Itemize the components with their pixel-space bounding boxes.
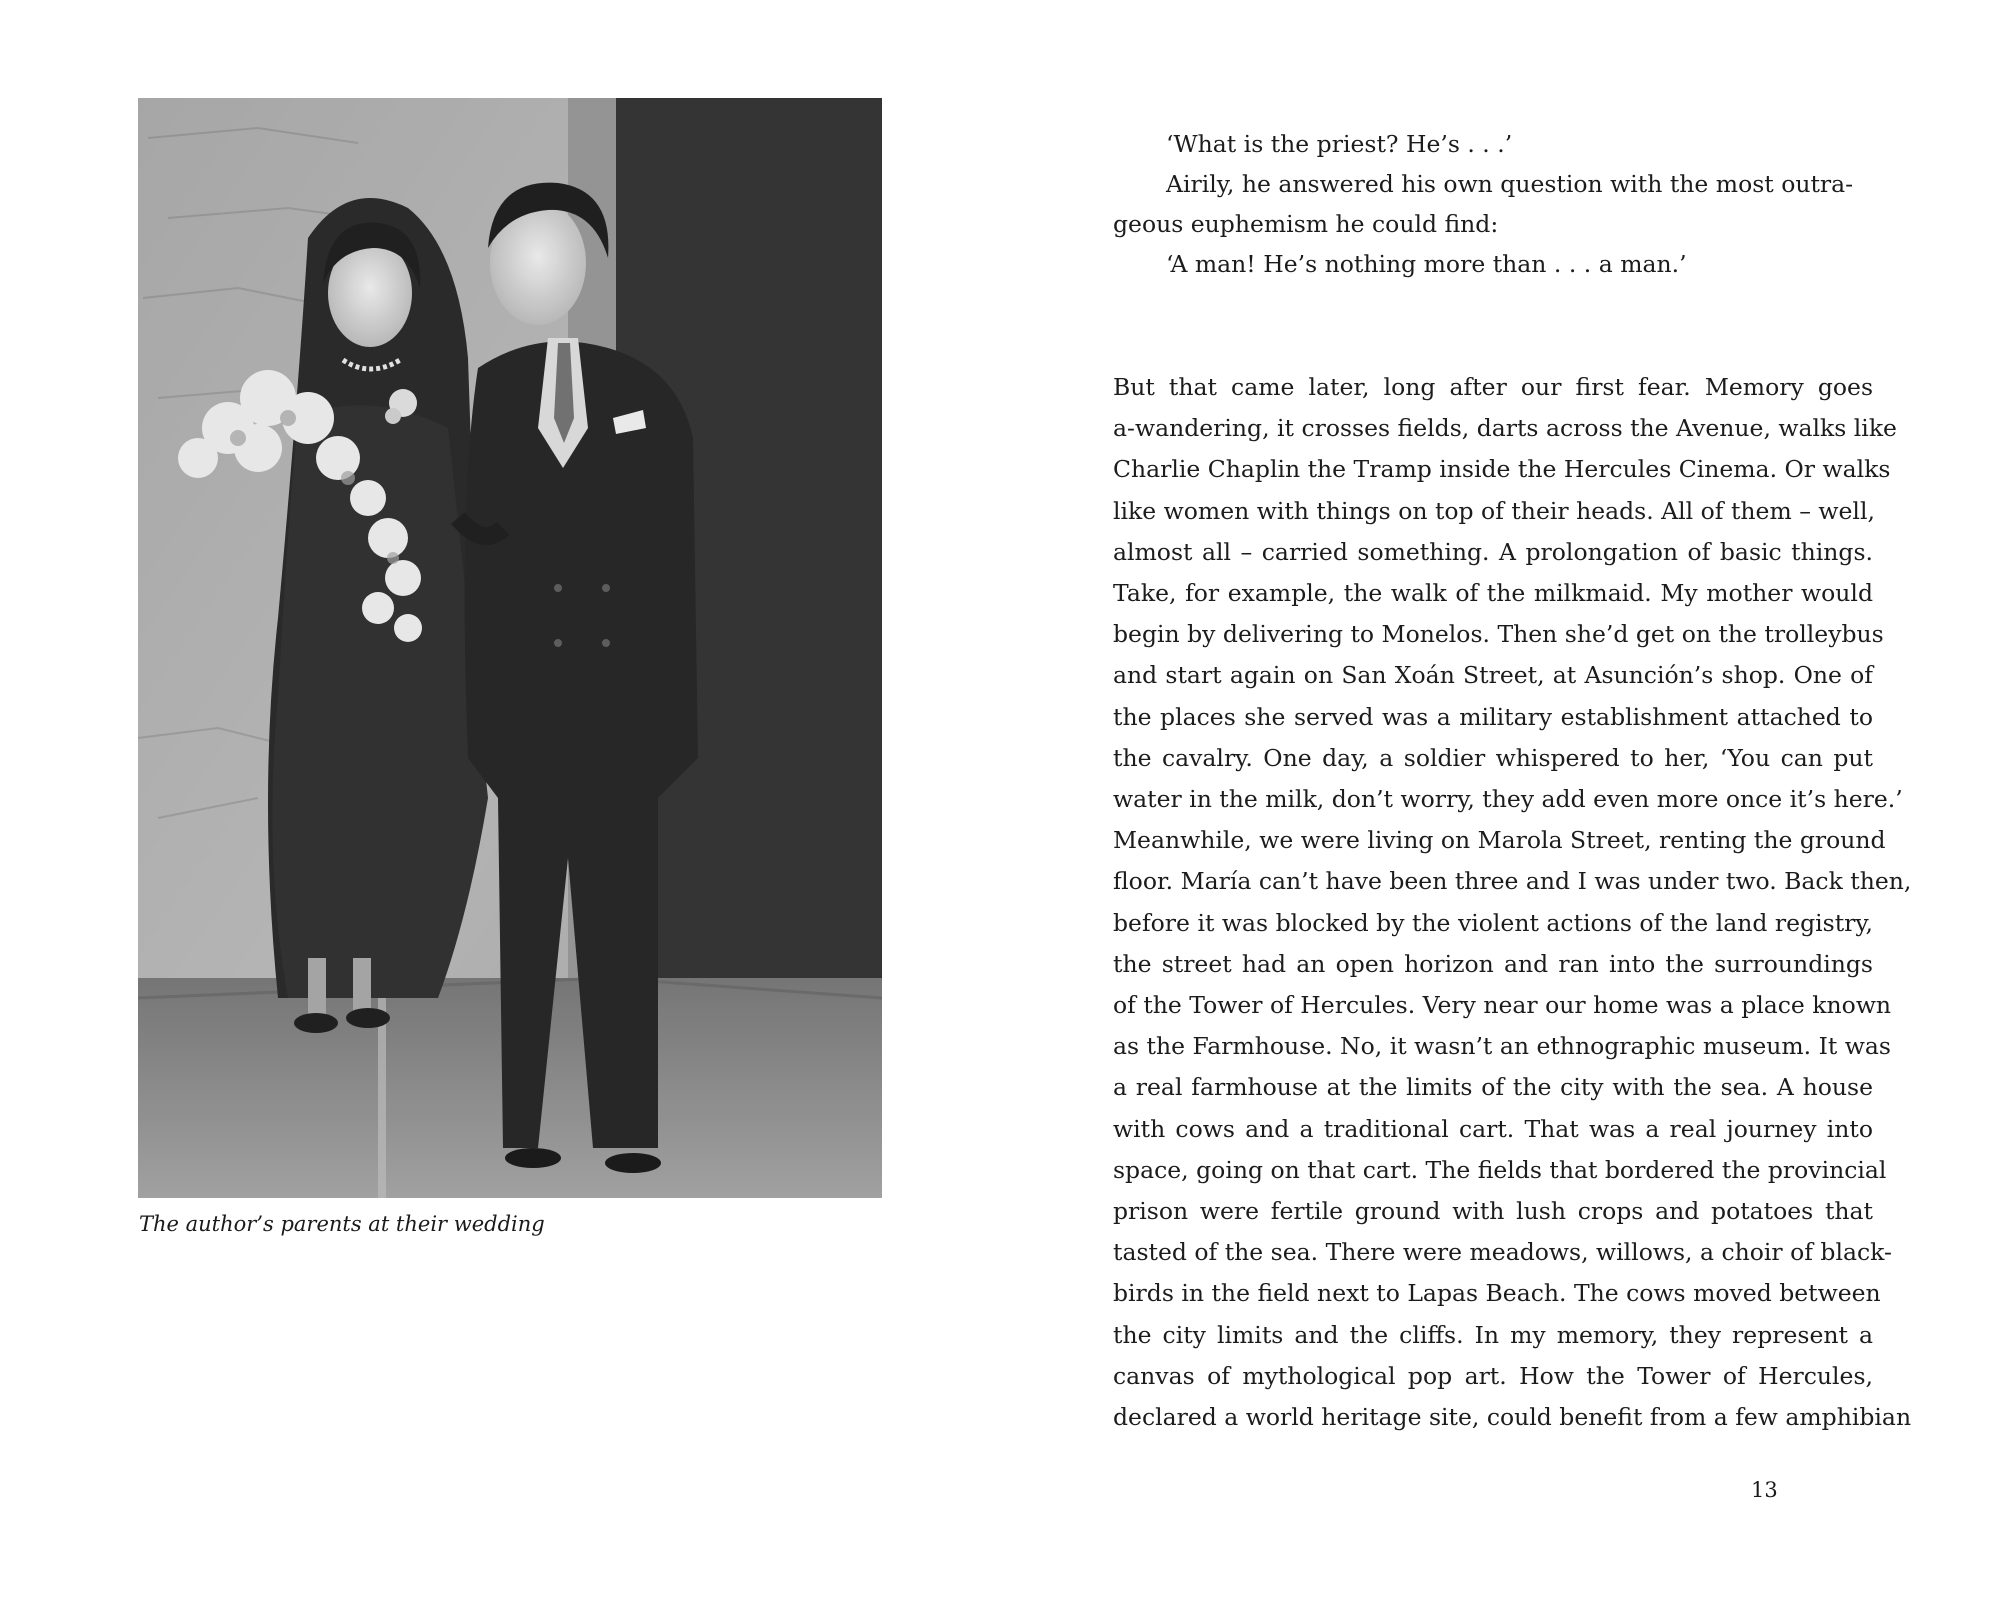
paragraph-line: the cavalry. One day, a soldier whispered to her, ‘You can put [1113, 743, 1873, 772]
paragraph-line: Meanwhile, we were living on Marola Street, renting the ground [1113, 826, 1886, 855]
paragraph-line: before it was blocked by the violent actions of the land registry, [1113, 908, 1873, 937]
paragraph-line: a-wandering, it crosses fields, darts across the Avenue, walks like [1113, 414, 1897, 443]
paragraph-line: almost all – carried something. A prolongation of basic things. [1113, 537, 1873, 566]
paragraph-line: the places she served was a military establishment attached to [1113, 702, 1873, 731]
paragraph-line: of the Tower of Hercules. Very near our home was a place known [1113, 991, 1892, 1019]
paragraph-line: birds in the field next to Lapas Beach. The cows moved between [1113, 1279, 1881, 1308]
paragraph-line: floor. María can’t have been three and I was under two. Back then, [1113, 867, 1912, 896]
paragraph-line: a real farmhouse at the limits of the city with the sea. A house [1113, 1073, 1873, 1102]
dialogue-line: ‘A man! He’s nothing more than . . . a man.’ [1166, 250, 1687, 278]
wedding-photograph [138, 98, 882, 1198]
right-page [1000, 0, 2000, 1608]
dialogue-line: geous euphemism he could find: [1113, 210, 1499, 238]
paragraph-line: space, going on that cart. The fields that bordered the provincial [1113, 1155, 1887, 1184]
dialogue-line: ‘What is the priest? He’s . . .’ [1166, 130, 1513, 158]
paragraph-line: the street had an open horizon and ran into the surroundings [1113, 949, 1873, 978]
dialogue-line: Airily, he answered his own question with the most outra- [1166, 170, 1854, 198]
paragraph-line: canvas of mythological pop art. How the Tower of Hercules, [1113, 1361, 1873, 1390]
paragraph-line: declared a world heritage site, could benefit from a few amphibian [1113, 1403, 1912, 1431]
page-number: 13 [1751, 1478, 1778, 1502]
paragraph-line: Charlie Chaplin the Tramp inside the Hercules Cinema. Or walks [1113, 455, 1891, 484]
paragraph-line: the city limits and the cliffs. In my memory, they represent a [1113, 1320, 1873, 1349]
wedding-photo-image [138, 98, 882, 1198]
paragraph-line: prison were fertile ground with lush crops and potatoes that [1113, 1197, 1873, 1225]
paragraph-line: tasted of the sea. There were meadows, willows, a choir of black- [1113, 1238, 1892, 1267]
paragraph-line: water in the milk, don’t worry, they add even more once it’s here.’ [1113, 785, 1903, 813]
paragraph-line: Take, for example, the walk of the milkmaid. My mother would [1113, 579, 1873, 607]
photo-caption: The author’s parents at their wedding [139, 1212, 545, 1236]
paragraph-line: like women with things on top of their heads. All of them – well, [1113, 496, 1875, 525]
paragraph-line: as the Farmhouse. No, it wasn’t an ethnographic museum. It was [1113, 1032, 1891, 1061]
paragraph-line: But that came later, long after our first fear. Memory goes [1113, 373, 1873, 401]
paragraph-line: with cows and a traditional cart. That was a real journey into [1113, 1114, 1873, 1143]
paragraph-line: begin by delivering to Monelos. Then she’d get on the trolleybus [1113, 620, 1884, 649]
paragraph-line: and start again on San Xoán Street, at Asunción’s shop. One of [1113, 661, 1873, 690]
